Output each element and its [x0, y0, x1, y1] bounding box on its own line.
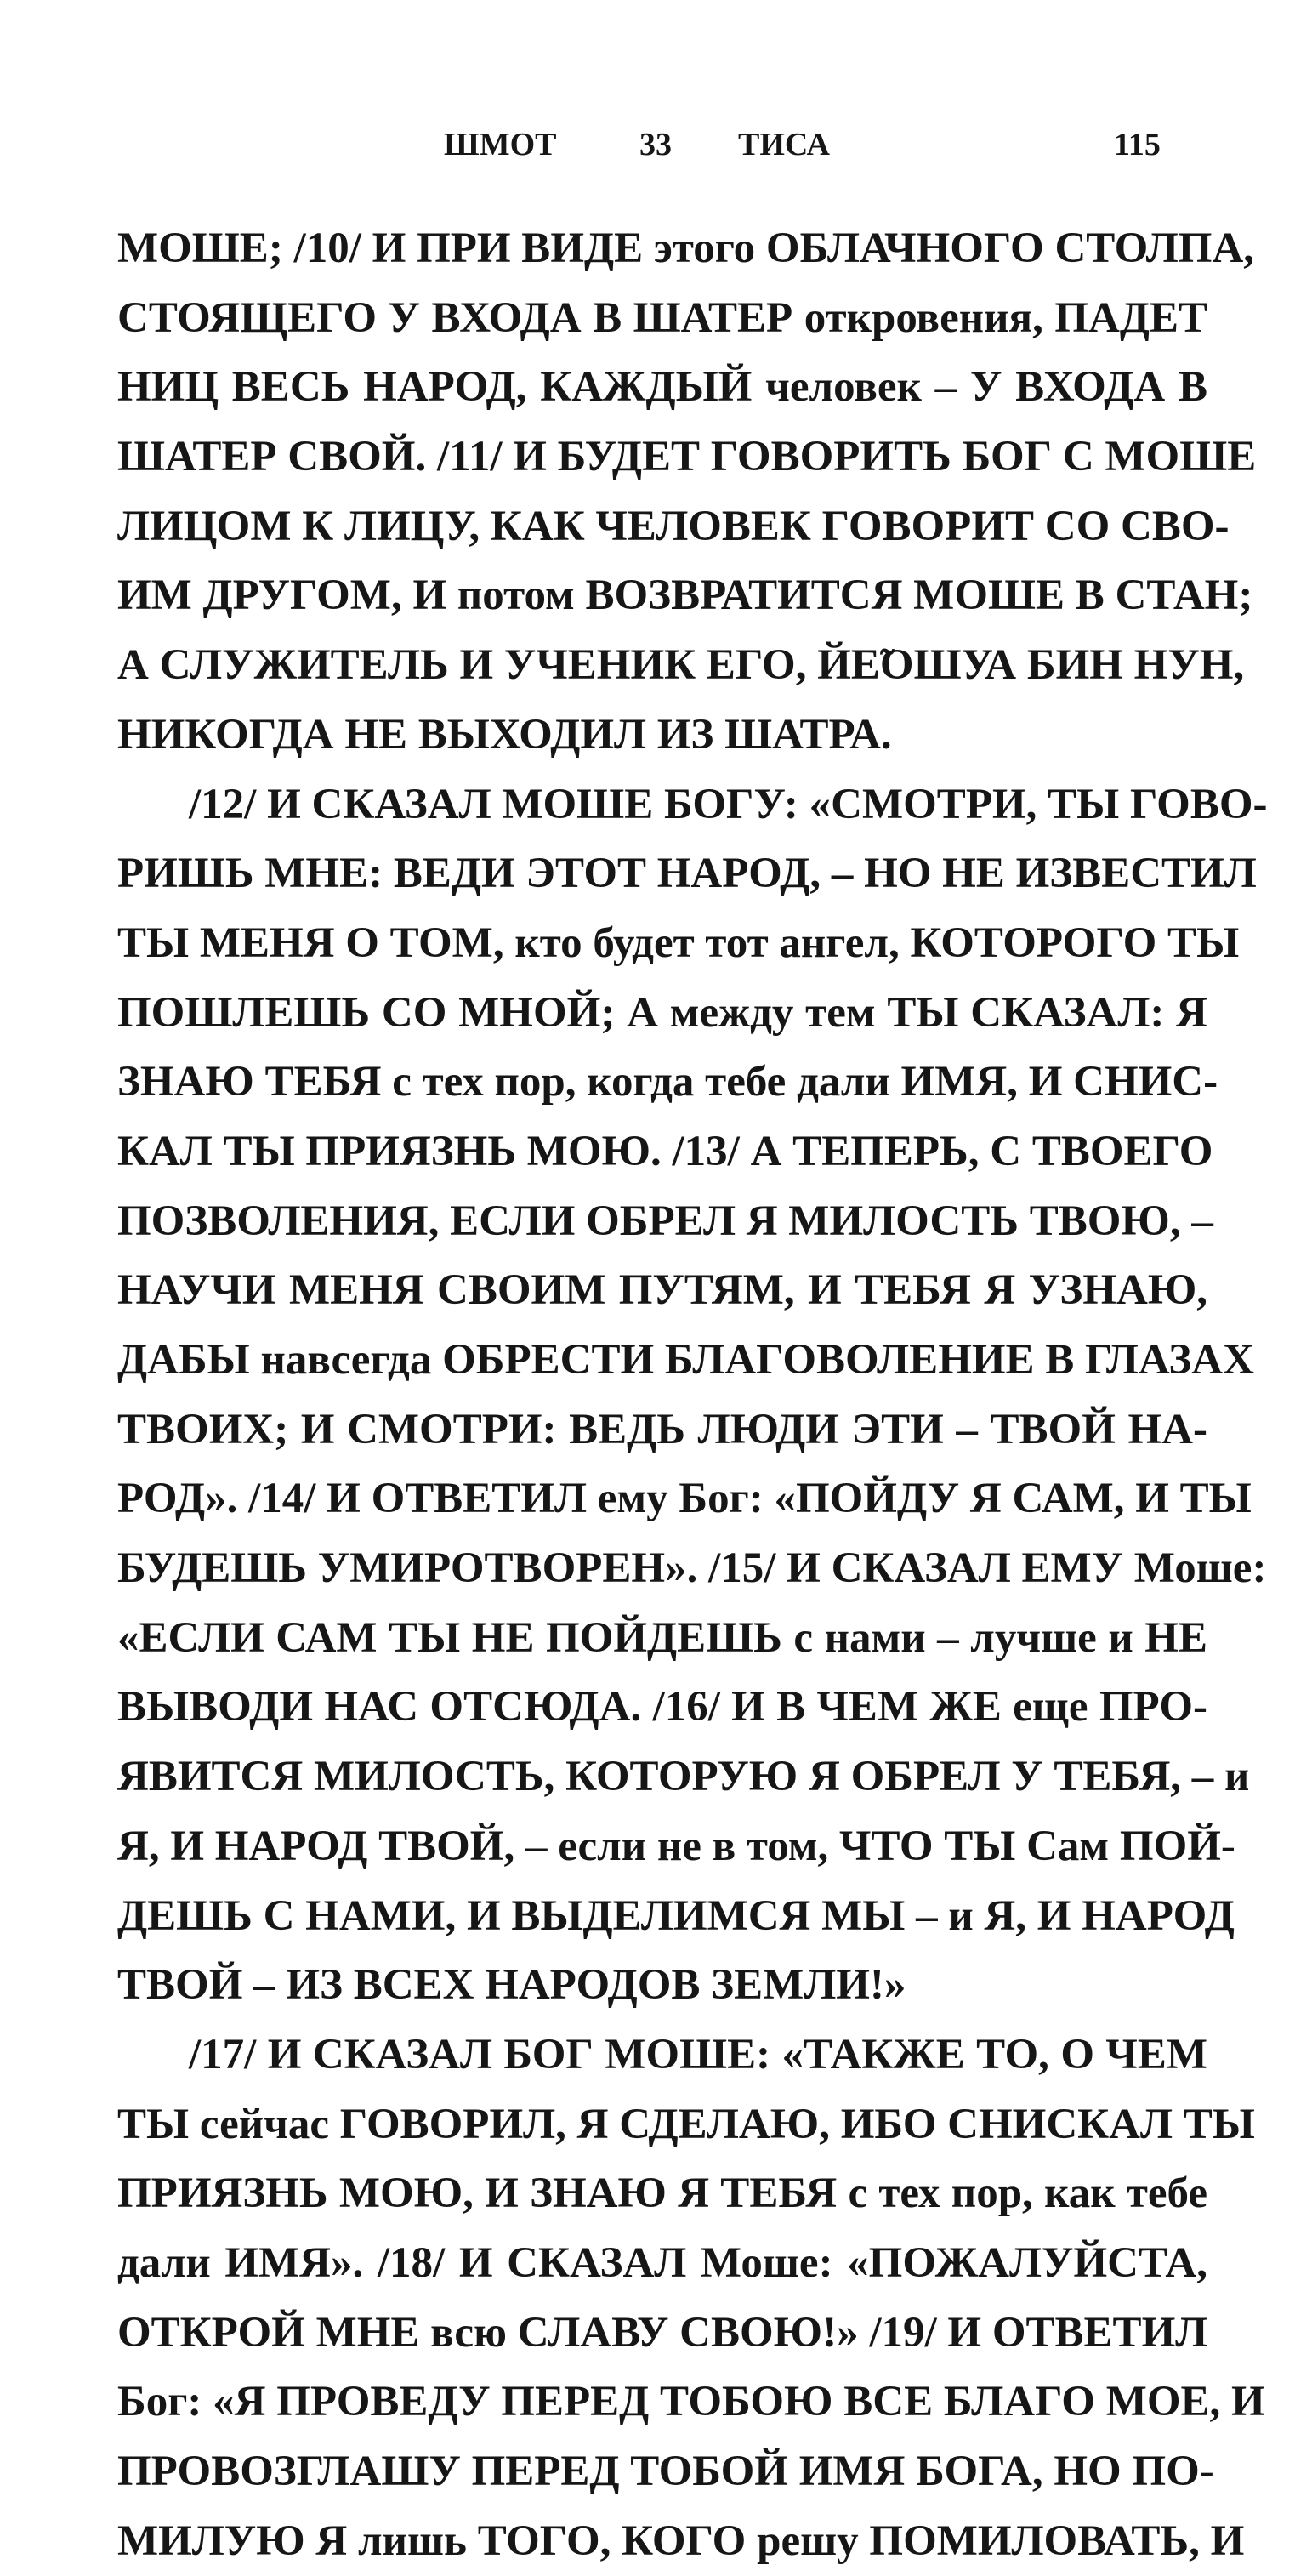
text-line: ОТКРОЙ МНЕ всю СЛАВУ СВОЮ!» /19/ И ОТВЕТИЛ	[117, 2308, 1208, 2357]
text-line: ТВОИХ; И СМОТРИ: ВЕДЬ ЛЮДИ ЭТИ – ТВОЙ НА-	[117, 1405, 1207, 1453]
text-line: НИЦ ВЕСЬ НАРОД, КАЖДЫЙ человек – У ВХОДА В	[117, 363, 1207, 412]
body-text	[117, 214, 1268, 2576]
text-line: МОШЕ; /10/ И ПРИ ВИДЕ этого ОБЛАЧНОГО СТОЛПА,	[117, 225, 1255, 272]
text-line: ЗНАЮ ТЕБЯ с тех пор, когда тебе дали ИМЯ, И СНИС-	[117, 1058, 1218, 1106]
text-line: НИКОГДА НЕ ВЫХОДИЛ ИЗ ШАТРА.	[117, 710, 892, 759]
text-line: ЛИЦОМ К ЛИЦУ, КАК ЧЕЛОВЕК ГОВОРИТ СО СВО-	[117, 502, 1230, 550]
text-line: ПОЗВОЛЕНИЯ, ЕСЛИ ОБРЕЛ Я МИЛОСТЬ ТВОЮ, –	[117, 1197, 1213, 1245]
header-chapter-number: 33	[639, 127, 672, 162]
text-line: КАЛ ТЫ ПРИЯЗНЬ МОЮ. /13/ А ТЕПЕРЬ, С ТВОЕГО	[117, 1127, 1213, 1175]
header-book-title: ШМОТ	[444, 127, 557, 162]
text-line: ТЫ сейчас ГОВОРИЛ, Я СДЕЛАЮ, ИБО СНИСКАЛ ТЫ	[117, 2100, 1255, 2148]
text-line: ТЫ МЕНЯ О ТОМ, кто будет тот ангел, КОТОРОГО ТЫ	[117, 918, 1240, 967]
header-parsha-title: ТИСА	[738, 127, 830, 162]
text-line: Я, И НАРОД ТВОЙ, – если не в том, ЧТО ТЫ Сам ПОЙ-	[117, 1822, 1235, 1870]
text-line: ПРОВОЗГЛАШУ ПЕРЕД ТОБОЙ ИМЯ БОГА, НО ПО-	[117, 2448, 1214, 2495]
text-line: СТОЯЩЕГО У ВХОДА В ШАТЕР откровения, ПАДЕТ	[117, 293, 1207, 342]
text-line: «ЕСЛИ САМ ТЫ НЕ ПОЙДЕШЬ с нами – лучше и НЕ	[117, 1613, 1207, 1662]
text-line: /12/ И СКАЗАЛ МОШЕ БОГУ: «СМОТРИ, ТЫ ГОВО-	[189, 780, 1268, 828]
text-line: ШАТЕР СВОЙ. /11/ И БУДЕТ ГОВОРИТЬ БОГ С МОШЕ	[117, 433, 1257, 481]
text-line: ДАБЫ навсегда ОБРЕСТИ БЛАГОВОЛЕНИЕ В ГЛАЗАХ	[117, 1336, 1254, 1384]
text-line: Бог: «Я ПРОВЕДУ ПЕРЕД ТОБОЮ ВСЕ БЛАГО МОЕ, И	[117, 2378, 1265, 2426]
text-line: БУДЕШЬ УМИРОТВОРЕН». /15/ И СКАЗАЛ ЕМУ Моше:	[117, 1544, 1267, 1593]
text-line: ЯВИТСЯ МИЛОСТЬ, КОТОРУЮ Я ОБРЕЛ У ТЕБЯ, – и	[117, 1753, 1250, 1801]
text-line: ИМ ДРУГОМ, И потом ВОЗВРАТИТСЯ МОШЕ В СТАН;	[117, 571, 1253, 620]
text-line: РОД». /14/ И ОТВЕТИЛ ему Бог: «ПОЙДУ Я САМ, И ТЫ	[117, 1475, 1252, 1523]
text-line: ПОШЛЕШЬ СО МНОЙ; А между тем ТЫ СКАЗАЛ: Я	[117, 988, 1207, 1037]
text-line: НАУЧИ МЕНЯ СВОИМ ПУТЯМ, И ТЕБЯ Я УЗНАЮ,	[117, 1266, 1207, 1315]
text-line: ДЕШЬ С НАМИ, И ВЫДЕЛИМСЯ МЫ – и Я, И НАРОД	[117, 1891, 1235, 1940]
text-line: РИШЬ МНЕ: ВЕДИ ЭТОТ НАРОД, – НО НЕ ИЗВЕСТИЛ	[117, 850, 1257, 898]
running-header	[0, 126, 1312, 177]
text-line: ПРИЯЗНЬ МОЮ, И ЗНАЮ Я ТЕБЯ с тех пор, как тебе	[117, 2169, 1207, 2218]
text-line: МИЛУЮ Я лишь ТОГО, КОГО решу ПОМИЛОВАТЬ, И	[117, 2516, 1245, 2565]
page-number: 115	[1114, 127, 1161, 162]
text-line: /17/ И СКАЗАЛ БОГ МОШЕ: «ТАКЖЕ ТО, О ЧЕМ	[189, 2030, 1207, 2078]
text-line: дали ИМЯ». /18/ И СКАЗАЛ Моше: «ПОЖАЛУЙСТА,	[117, 2238, 1207, 2287]
text-line: ТВОЙ – ИЗ ВСЕХ НАРОДОВ ЗЕМЛИ!»	[117, 1961, 906, 2010]
text-line: ВЫВОДИ НАС ОТСЮДА. /16/ И В ЧЕМ ЖЕ еще ПРО-	[117, 1683, 1207, 1732]
text-line: А СЛУЖИТЕЛЬ И УЧЕНИК ЕГО, ЙЕ̃ОШУА БИН НУН,	[117, 641, 1245, 690]
